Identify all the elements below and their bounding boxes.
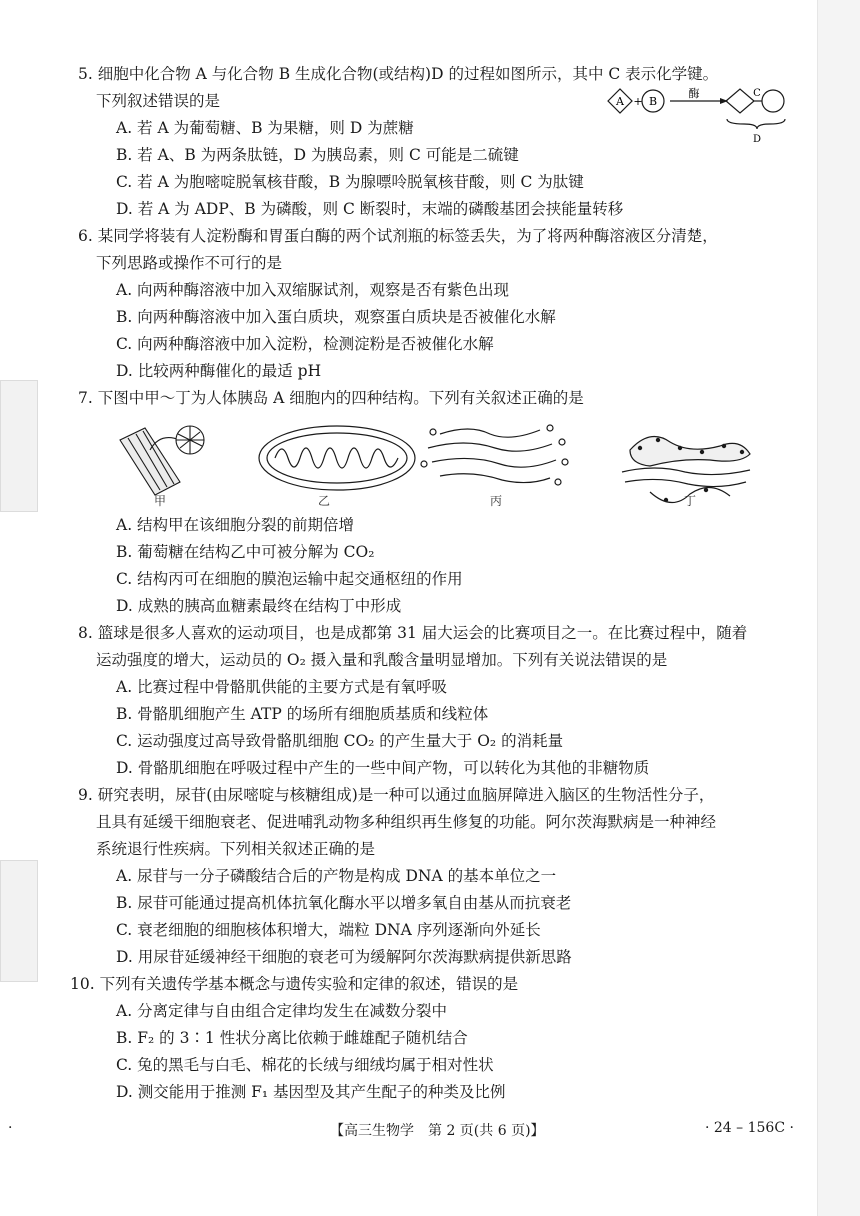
option-a: A. 比赛过程中骨骼肌供能的主要方式是有氧呼吸	[116, 678, 448, 696]
product-diamond	[726, 89, 754, 113]
option-c: C. 结构丙可在细胞的膜泡运输中起交通枢纽的作用	[116, 570, 463, 588]
question-stem-cont: 下列叙述错误的是	[96, 92, 221, 110]
question-stem: 5. 细胞中化合物 A 与化合物 B 生成化合物(或结构)D 的过程如图所示，其中 C 表示化学键。	[78, 65, 719, 83]
label-c: C	[753, 88, 761, 99]
centrosome-drawing	[120, 426, 204, 495]
footer-code: · 24 – 156C ·	[705, 1120, 794, 1136]
option-d: D. 用尿苷延缓神经干细胞的衰老可为缓解阿尔茨海默病提供新思路	[116, 948, 572, 966]
mitochondrion-drawing	[259, 426, 415, 490]
question-6	[78, 223, 798, 385]
caption-jia: 甲	[154, 494, 167, 508]
question-stem: 10. 下列有关遗传学基本概念与遗传实验和定律的叙述，错误的是	[70, 975, 519, 993]
caption-yi: 乙	[318, 494, 331, 508]
option-a: A. 向两种酶溶液中加入双缩脲试剂，观察是否有紫色出现	[116, 281, 510, 299]
option-d: D. 若 A 为 ADP、B 为磷酸，则 C 断裂时，末端的磷酸基团会挟能量转移	[116, 200, 624, 218]
label-d: D	[752, 134, 762, 145]
question-stem: 7. 下图中甲～丁为人体胰岛 A 细胞内的四种结构。下列有关叙述正确的是	[78, 389, 584, 407]
caption-ding: 丁	[684, 494, 697, 508]
label-plus: +	[633, 95, 643, 108]
option-b: B. 尿苷可能通过提高机体抗氧化酶水平以增多氧自由基从而抗衰老	[116, 894, 572, 912]
question-7-options	[78, 512, 798, 620]
option-d: D. 测交能用于推测 F₁ 基因型及其产生配子的种类及比例	[116, 1083, 506, 1101]
option-c: C. 若 A 为胞嘧啶脱氧核苷酸，B 为腺嘌呤脱氧核苷酸，则 C 为肽键	[116, 173, 584, 191]
option-b: B. F₂ 的 3∶1 性状分离比依赖于雌雄配子随机结合	[116, 1029, 468, 1047]
option-b: B. 骨骼肌细胞产生 ATP 的场所有细胞质基质和线粒体	[116, 705, 489, 723]
question-10	[70, 971, 798, 1106]
scan-edge	[817, 0, 860, 1216]
option-c: C. 运动强度过高导致骨骼肌细胞 CO₂ 的产生量大于 O₂ 的消耗量	[116, 732, 564, 750]
option-d: D. 比较两种酶催化的最适 pH	[116, 362, 322, 380]
option-d: D. 成熟的胰高血糖素最终在结构丁中形成	[116, 597, 402, 615]
option-a: A. 若 A 为葡萄糖、B 为果糖，则 D 为蔗糖	[116, 119, 414, 137]
product-circle	[762, 90, 784, 112]
question-stem: 8. 篮球是很多人喜欢的运动项目，也是成都第 31 届大运会的比赛项目之一。在比赛过程中，随着	[78, 624, 748, 642]
caption-bing: 丙	[490, 494, 503, 508]
margin-mark	[0, 380, 38, 512]
question-9	[78, 782, 798, 971]
reaction-diagram	[594, 86, 794, 146]
option-c: C. 向两种酶溶液中加入淀粉，检测淀粉是否被催化水解	[116, 335, 494, 353]
label-a: A	[616, 95, 624, 108]
option-a: A. 尿苷与一分子磷酸结合后的产物是构成 DNA 的基本单位之一	[116, 867, 557, 885]
option-b: B. 向两种酶溶液中加入蛋白质块，观察蛋白质块是否被催化水解	[116, 308, 556, 326]
option-b: B. 若 A、B 为两条肽链，D 为胰岛素，则 C 可能是二硫键	[116, 146, 519, 164]
organelle-figure	[110, 420, 760, 515]
option-c: C. 兔的黑毛与白毛、棉花的长绒与细绒均属于相对性状	[116, 1056, 494, 1074]
option-a: A. 分离定律与自由组合定律均发生在减数分裂中	[116, 1002, 448, 1020]
option-a: A. 结构甲在该细胞分裂的前期倍增	[116, 516, 355, 534]
question-stem: 9. 研究表明，尿苷(由尿嘧啶与核糖组成)是一种可以通过血脑屏障进入脑区的生物活性分子，	[78, 786, 715, 804]
question-8	[78, 620, 798, 782]
option-c: C. 衰老细胞的细胞核体积增大，端粒 DNA 序列逐渐向外延长	[116, 921, 541, 939]
label-enzyme: 酶	[688, 87, 700, 100]
question-stem-cont: 系统退行性疾病。下列相关叙述正确的是	[96, 840, 376, 858]
question-7	[78, 385, 798, 412]
question-stem-cont: 运动强度的增大，运动员的 O₂ 摄入量和乳酸含量明显增加。下列有关说法错误的是	[96, 651, 668, 669]
question-stem-cont: 下列思路或操作不可行的是	[96, 254, 283, 272]
option-b: B. 葡萄糖在结构乙中可被分解为 CO₂	[116, 543, 375, 561]
label-b: B	[648, 95, 658, 108]
question-stem-cont: 且具有延缓干细胞衰老、促进哺乳动物多种组织再生修复的功能。阿尔茨海默病是一种神经	[96, 813, 717, 831]
footer-left-dot: ·	[8, 1120, 13, 1136]
margin-mark	[0, 860, 38, 982]
question-stem: 6. 某同学将装有人淀粉酶和胃蛋白酶的两个试剂瓶的标签丢失，为了将两种酶溶液区分清楚，	[78, 227, 718, 245]
golgi-drawing	[421, 425, 568, 485]
footer-page-info: 【高三生物学 第 2 页(共 6 页)】	[330, 1123, 545, 1139]
option-d: D. 骨骼肌细胞在呼吸过程中产生的一些中间产物，可以转化为其他的非糖物质	[116, 759, 650, 777]
brace-d	[727, 119, 785, 129]
